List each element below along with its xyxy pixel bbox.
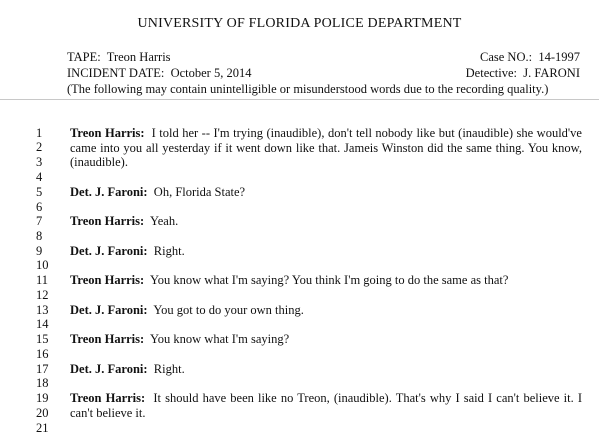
line-number: 15 bbox=[36, 332, 49, 346]
utterance: You know what I'm saying? bbox=[149, 332, 290, 346]
line-number: 20 bbox=[36, 406, 49, 420]
line-number: 12 bbox=[36, 288, 49, 302]
case-value: 14-1997 bbox=[538, 50, 580, 64]
transcript-turn bbox=[70, 273, 582, 287]
line-number: 7 bbox=[36, 214, 43, 228]
line-number: 21 bbox=[36, 421, 49, 435]
recording-quality-note: (The following may contain unintelligible or misunderstood words due to the recording quality.) bbox=[67, 82, 549, 96]
speaker-name: Treon Harris: bbox=[70, 391, 146, 405]
speaker-name: Treon Harris: bbox=[70, 214, 145, 228]
speaker-name: Treon Harris: bbox=[70, 332, 145, 346]
speaker-name: Treon Harris: bbox=[70, 126, 145, 140]
utterance: Oh, Florida State? bbox=[153, 185, 246, 199]
incident-value: October 5, 2014 bbox=[170, 66, 252, 80]
line-number: 6 bbox=[36, 200, 43, 214]
speaker-name: Det. J. Faroni: bbox=[70, 185, 148, 199]
line-number: 5 bbox=[36, 185, 43, 199]
header-row-incident bbox=[67, 66, 580, 80]
document-title: UNIVERSITY OF FLORIDA POLICE DEPARTMENT bbox=[137, 16, 462, 31]
incident-label: INCIDENT DATE: bbox=[67, 66, 165, 80]
line-number: 14 bbox=[36, 317, 49, 331]
transcript-turn bbox=[70, 214, 582, 228]
speaker-name: Treon Harris: bbox=[70, 273, 145, 287]
line-number: 8 bbox=[36, 229, 43, 243]
line-number: 2 bbox=[36, 140, 43, 154]
line-number: 18 bbox=[36, 376, 49, 390]
line-number: 10 bbox=[36, 258, 49, 272]
line-number: 19 bbox=[36, 391, 49, 405]
utterance: You know what I'm saying? You think I'm going to do the same as that? bbox=[149, 273, 509, 287]
line-number: 16 bbox=[36, 347, 49, 361]
speaker-name: Det. J. Faroni: bbox=[70, 303, 148, 317]
line-number: 1 bbox=[36, 126, 43, 140]
tape-label: TAPE: bbox=[67, 50, 101, 64]
case-number bbox=[480, 50, 580, 64]
utterance: It should have been like no Treon, (inaudible). That's why I said I can't believe it. I can't believe it. bbox=[70, 391, 582, 420]
line-number: 9 bbox=[36, 244, 43, 258]
transcript-turn bbox=[70, 126, 582, 170]
line-number: 13 bbox=[36, 303, 49, 317]
header-divider bbox=[0, 99, 599, 100]
line-number: 4 bbox=[36, 170, 43, 184]
utterance: Right. bbox=[153, 362, 185, 376]
transcript-turn bbox=[70, 332, 582, 346]
transcript-turn bbox=[70, 185, 582, 199]
speaker-name: Det. J. Faroni: bbox=[70, 362, 148, 376]
line-number: 17 bbox=[36, 362, 49, 376]
header-row-tape bbox=[67, 50, 580, 64]
detective-label: Detective: bbox=[465, 66, 518, 80]
case-label: Case NO.: bbox=[480, 50, 533, 64]
detective bbox=[466, 66, 580, 80]
line-number: 3 bbox=[36, 155, 43, 169]
detective-value: J. FARONI bbox=[523, 66, 580, 80]
transcript-turn bbox=[70, 362, 582, 376]
utterance: You got to do your own thing. bbox=[153, 303, 304, 317]
transcript-turn bbox=[70, 244, 582, 258]
transcript-turn bbox=[70, 303, 582, 317]
utterance: Yeah. bbox=[149, 214, 179, 228]
transcript-turn bbox=[70, 391, 582, 421]
utterance: Right. bbox=[153, 244, 185, 258]
line-number: 11 bbox=[36, 273, 49, 287]
speaker-name: Det. J. Faroni: bbox=[70, 244, 148, 258]
utterance: I told her -- I'm trying (inaudible), don't tell nobody like but (inaudible) she would've came into you all yesterday if it went down like that. Jameis Winston did the same thing. You know, (inaudible). bbox=[70, 126, 582, 170]
tape-value: Treon Harris bbox=[106, 50, 171, 64]
